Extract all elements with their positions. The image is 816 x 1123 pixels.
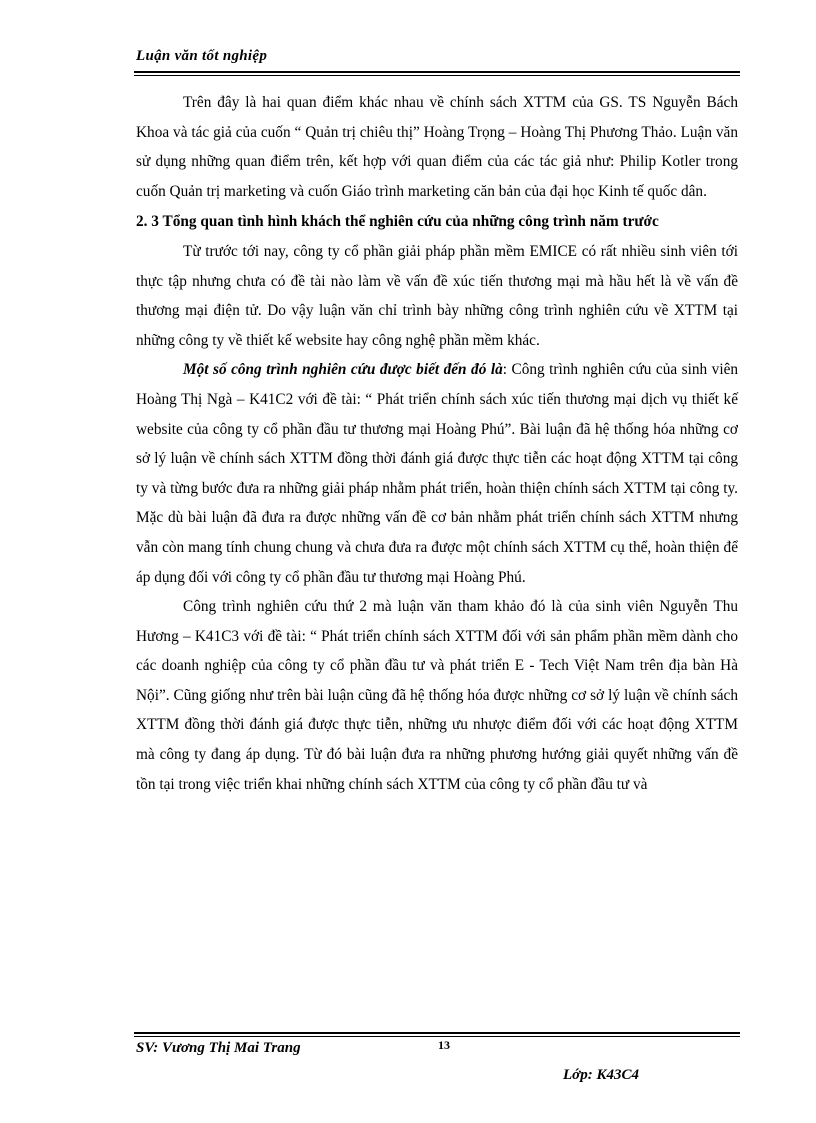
paragraph-4: Công trình nghiên cứu thứ 2 mà luận văn tham khảo đó là của sinh viên Nguyễn Thu Hương – K41C3 với đề tài: “ Phát triển chính sách XTTM đối với sản phẩm phần mềm dành cho các doanh nghiệp của công ty cổ phần đầu tư và phát triển E - Tech Việt Nam trên địa bàn Hà Nội”. Cũng giống như trên bài luận cũng đã hệ thống hóa được những cơ sở lý luận về chính sách XTTM đồng thời đánh giá được thực tiễn, những ưu nhược điểm đối với các hoạt động XTTM mà công ty đang áp dụng. Từ đó bài luận đưa ra những phương hướng giải quyết những vấn đề tồn tại trong việc triển khai những chính sách XTTM của công ty cổ phần đầu tư và: [136, 598, 738, 793]
paragraph-3-text: : Công trình nghiên cứu của sinh viên Hoàng Thị Ngà – K41C2 với đề tài: “ Phát triển chính sách xúc tiến thương mại dịch vụ thiết kế website của công ty cổ phần đầu tư thương mại Hoàng Phú”. Bài luận đã hệ thống hóa những cơ sở lý luận về chính sách XTTM đồng thời đánh giá được thực tiễn các hoạt động XTTM tại công ty và từng bước đưa ra những giải pháp nhằm phát triển, hoàn thiện chính sách XTTM tại công ty. Mặc dù bài luận đã đưa ra được những vấn đề cơ bản nhằm phát triển chính sách XTTM nhưng vẫn còn mang tính chung chung và chưa đưa ra được một chính sách XTTM cụ thể, hoàn thiện để áp dụng đối với công ty cổ phần đầu tư thương mại Hoàng Phú.: [136, 361, 739, 586]
footer-class: Lớp: K43C4: [563, 1067, 639, 1083]
paragraph-3: [136, 355, 738, 592]
paragraph-2: Từ trước tới nay, công ty cổ phần giải pháp phần mềm EMICE có rất nhiều sinh viên tới thực tập nhưng chưa có đề tài nào làm về vấn đề xúc tiến thương mại mà hầu hết là về vấn đề thương mại điện tử. Do vậy luận văn chỉ trình bày những công trình nghiên cứu về XTTM tại những công ty về thiết kế website hay công nghệ phần mềm khác.: [136, 242, 738, 349]
footer-student-name: SV: Vương Thị Mai Trang: [136, 1040, 301, 1056]
header-rule-thin: [134, 75, 740, 76]
page-number: 13: [438, 1038, 450, 1052]
footer-rule-thick: [134, 1032, 740, 1034]
running-header: Luận văn tốt nghiệp: [136, 48, 268, 64]
section-heading: 2. 3 Tổng quan tình hình khách thể nghiên cứu của những công trình năm trước: [136, 213, 659, 231]
page-body: [136, 88, 738, 799]
header-rule-thick: [134, 71, 740, 73]
footer-rule-thin: [134, 1036, 740, 1037]
paragraph-3-lead: Một số công trình nghiên cứu được biết đến đó là: [183, 361, 503, 379]
paragraph-1: Trên đây là hai quan điểm khác nhau về chính sách XTTM của GS. TS Nguyễn Bách Khoa và tác giả của cuốn “ Quản trị chiêu thị” Hoàng Trọng – Hoàng Thị Phương Thảo. Luận văn sử dụng những quan điểm trên, kết hợp với quan điểm của các tác giả như: Philip Kotler trong cuốn Quản trị marketing và cuốn Giáo trình marketing căn bản của đại học Kinh tế quốc dân.: [136, 94, 738, 200]
